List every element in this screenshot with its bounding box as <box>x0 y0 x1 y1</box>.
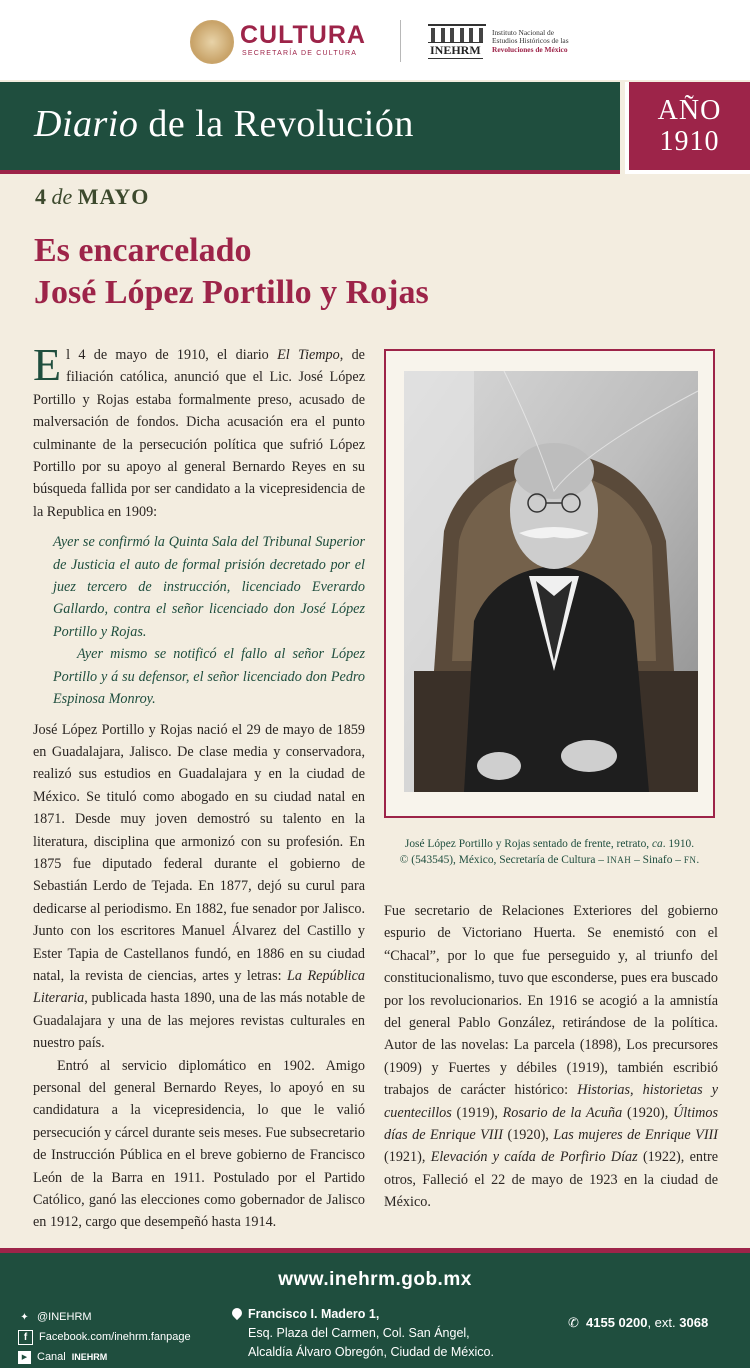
portrait-frame <box>384 349 715 818</box>
twitter-icon: ✦ <box>20 1311 29 1323</box>
facebook-link[interactable]: f Facebook.com/inehrm.fanpage <box>18 1327 191 1347</box>
top-header <box>0 0 750 80</box>
paragraph-biography: José López Portillo y Rojas nació el 29 de mayo de 1859 en Guadalajara, Jalisco. De clase media y conservadora, realizó sus estudios en Guadalajara y en la ciudad de México. Se tituló como abogado en su ciudad natal en 1871. Desde muy joven demostró su talento en la literatura, disciplina que armonizó con su profesión. En 1875 fue diputado federal durante el gobierno de Sebastián Lerdo de Tejada. En 1877, dejó su curul para dedicarse al periodismo. En 1882, fue senador por Jalisco. Junto con los escritores Manuel Álvarez del Castillo y Ester Tapia de Castellanos fundó, en 1886 en su ciudad natal, la revista de ciencias, artes y letras: La República Literaria, publicada hasta 1890, una de las más notable de Guadalajara y una de las mejores revistas culturales en nuestro país. <box>33 721 365 1052</box>
address-block: Francisco I. Madero 1, Esq. Plaza del Carmen, Col. San Ángel, Alcaldía Álvaro Obregón, Ciudad de México. <box>248 1305 494 1362</box>
article-date: 4 de MAYO <box>35 184 150 209</box>
series-banner <box>0 82 620 174</box>
photo-caption: José López Portillo y Rojas sentado de frente, retrato, ca. 1910. © (543545), México, Secretaría de Cultura – INAH – Sinafo – FN. <box>399 838 700 866</box>
year-box <box>625 82 750 174</box>
header-divider <box>400 20 401 62</box>
article-right-column <box>384 900 718 1214</box>
facebook-icon: f <box>18 1330 33 1345</box>
inehrm-wordmark: INEHRM <box>430 43 481 57</box>
inehrm-logo[interactable] <box>428 24 568 64</box>
cultura-subtitle: SECRETARÍA DE CULTURA <box>242 50 358 57</box>
social-links <box>18 1307 191 1367</box>
article-headline: Es encarcelado José López Portillo y Rojas <box>34 232 429 311</box>
paragraph-intro: El 4 de mayo de 1910, el diario El Tiempo, de filiación católica, anunció que el Lic. José López Portillo y Rojas estaba formalmente preso, acusado de malversación de fondos. Dicha acusación era el punto culminante de la persecución política que sufrió López Portillo por su apoyo al general Bernardo Reyes en su búsqueda fallida por ser candidato a la vicepresidencia de la Republica en 1909: <box>33 339 365 520</box>
building-icon <box>428 24 486 42</box>
phone-number[interactable]: ✆ 4155 0200, ext. 3068 <box>568 1315 709 1330</box>
cultura-wordmark: CULTURA <box>240 21 366 49</box>
year-label: AÑO <box>657 95 722 126</box>
year-value: 1910 <box>659 126 720 157</box>
series-title: Diario de la Revolución <box>34 103 414 145</box>
article-left-column <box>33 339 365 1234</box>
paragraph-later-life: Fue secretario de Relaciones Exteriores del gobierno espurio de Victoriano Huerta. Se enemistó con el “Chacal”, por lo que fue perseguido y, al triunfo del constitucionalismo, tuvo que esconderse, pues era buscado por los revolucionarios. En 1916 se acogió a la amnistía del general Pablo González, retirándose de la política. Autor de las novelas: La parcela (1898), Los precursores (1909) y Fuertes y débiles (1919), también escribió trabajos de carácter histórico: Historias, historietas y cuentecillos (1919), Rosario de la Acuña (1920), Últimos días de Enrique VIII (1920), Las mujeres de Enrique VIII (1921), Elevación y caída de Porfirio Díaz (1922), entre otros, Falleció el 22 de mayo de 1923 en la ciudad de México. <box>384 903 719 1211</box>
website-link[interactable]: www.inehrm.gob.mx <box>278 1269 472 1290</box>
youtube-icon: ▶ <box>18 1351 31 1364</box>
inehrm-fullname: Instituto Nacional de Estudios Históricos de las Revoluciones de México <box>492 28 569 54</box>
location-pin-icon <box>230 1306 244 1320</box>
footer <box>0 1248 750 1368</box>
drop-cap: E <box>33 339 62 390</box>
portrait-photo[interactable] <box>404 371 698 792</box>
twitter-link[interactable]: ✦ @INEHRM <box>18 1307 191 1327</box>
mexico-seal-icon <box>190 20 234 64</box>
phone-icon: ✆ <box>568 1315 579 1330</box>
youtube-link[interactable]: ▶ Canal INEHRM <box>18 1347 191 1367</box>
paragraph-diplomacy: Entró al servicio diplomático en 1902. Amigo personal del general Bernardo Reyes, lo apoyó en su candidatura a la vicepresidencia, lo que le valió persecución y cárcel durante seis meses. Fue subsecretario de Instrucción Pública en el breve gobierno de Francisco León de la Barra en 1911. Postulado por el Partido Católico, ganó las elecciones como gobernador de Jalisco en 1912, cargo que desempeñó hasta 1914. <box>33 1057 365 1231</box>
cultura-logo[interactable] <box>190 18 390 64</box>
quote-block: Ayer se confirmó la Quinta Sala del Tribunal Superior de Justicia el auto de formal prisión decretado por el juez tercero de instrucción, licenciado Everardo Gallardo, contra el señor licenciado don José López Portillo y Rojas. Ayer mismo se notificó el fallo al señor López Portillo y á su defensor, el señor licenciado don Pedro Espinosa Monroy. <box>53 534 365 708</box>
